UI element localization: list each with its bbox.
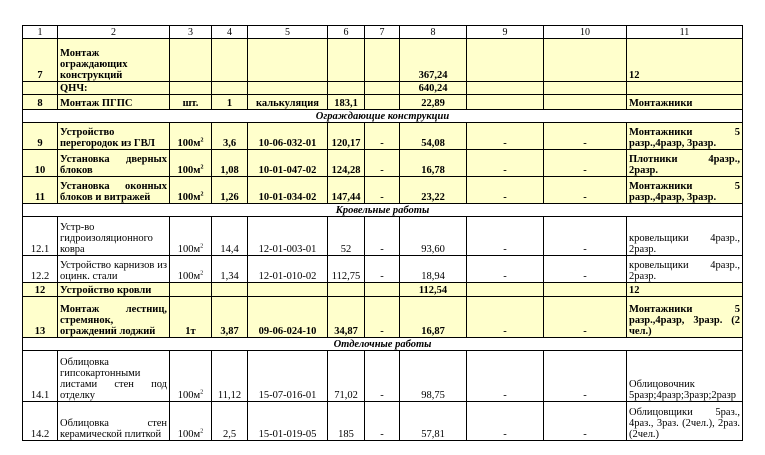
cell-norm-code: 12-01-010-02 [248,256,328,283]
cell-col-9: - [467,217,544,256]
cell-unit [170,82,212,95]
cell-unit [170,283,212,297]
cell-col-9: - [467,123,544,150]
cell-col-10: - [544,150,627,177]
cell-labor: 23,22 [400,177,467,204]
cell-work-name: Устройство кровли [58,283,170,297]
cell-col-7 [365,39,400,82]
table-row [23,351,743,402]
table-row [23,217,743,256]
cell-col-7: - [365,123,400,150]
cell-col-10: - [544,217,627,256]
cell-work-name: Устр-во гидроизоляционного ковра [58,217,170,256]
works-table-container [22,25,743,441]
cell-col-10: - [544,351,627,402]
cell-col-9: - [467,402,544,441]
column-header-3: 3 [170,26,212,39]
cell-num: 14.1 [23,351,58,402]
cell-col-9: - [467,177,544,204]
cell-col-9: - [467,256,544,283]
cell-labor: 54,08 [400,123,467,150]
cell-norm-code: 15-01-019-05 [248,402,328,441]
cell-num: 8 [23,95,58,110]
cell-norm-time: 147,44 [328,177,365,204]
cell-crew: 12 [627,283,743,297]
cell-col-7: - [365,150,400,177]
cell-col-9 [467,95,544,110]
cell-work-name: Установка дверных блоков [58,150,170,177]
cell-crew: Облицовщики 5раз., 4раз., 3раз. (2чел.), 2раз. (2чел.) [627,402,743,441]
cell-norm-time [328,82,365,95]
column-header-9: 9 [467,26,544,39]
cell-volume: 3,6 [212,123,248,150]
table-row [23,123,743,150]
cell-col-9 [467,82,544,95]
cell-volume: 11,12 [212,351,248,402]
section-row [23,204,743,217]
cell-col-7 [365,95,400,110]
cell-labor: 16,78 [400,150,467,177]
cell-unit: $100м^2$ [170,150,212,177]
cell-num: 11 [23,177,58,204]
cell-col-10: - [544,177,627,204]
cell-unit: $100м^2$ [170,256,212,283]
cell-volume [212,82,248,95]
cell-volume [212,283,248,297]
table-row [23,283,743,297]
cell-col-9: - [467,297,544,338]
cell-col-10: - [544,297,627,338]
column-header-11: 11 [627,26,743,39]
cell-norm-code: 12-01-003-01 [248,217,328,256]
cell-col-9: - [467,351,544,402]
cell-crew: Плотники 4разр., 2разр. [627,150,743,177]
cell-col-9 [467,39,544,82]
cell-crew: 12 [627,39,743,82]
cell-crew: Монтажники 5 разр.,4разр, 3разр. [627,177,743,204]
cell-col-7: - [365,256,400,283]
cell-crew: Монтажники [627,95,743,110]
cell-col-7: - [365,297,400,338]
cell-col-7 [365,82,400,95]
cell-norm-time: 124,28 [328,150,365,177]
cell-volume: 3,87 [212,297,248,338]
cell-num: 14.2 [23,402,58,441]
header-row [23,26,743,39]
cell-work-name: Устройство перегородок из ГВЛ [58,123,170,150]
cell-unit: $100м^2$ [170,177,212,204]
cell-work-name: Облицовка гипсокартонными листами стен под отделку [58,351,170,402]
cell-col-7: - [365,177,400,204]
cell-col-10: - [544,402,627,441]
cell-labor: 98,75 [400,351,467,402]
cell-col-9: - [467,150,544,177]
column-header-7: 7 [365,26,400,39]
cell-num: 12.2 [23,256,58,283]
cell-crew [627,82,743,95]
column-header-4: 4 [212,26,248,39]
cell-col-7: - [365,217,400,256]
cell-norm-time [328,283,365,297]
cell-col-7: - [365,351,400,402]
cell-num [23,82,58,95]
cell-col-7 [365,283,400,297]
cell-col-10: - [544,123,627,150]
table-row [23,150,743,177]
cell-col-7: - [365,402,400,441]
cell-labor: 93,60 [400,217,467,256]
cell-volume: 1,34 [212,256,248,283]
cell-norm-code: 10-01-034-02 [248,177,328,204]
section-row [23,110,743,123]
cell-col-10: - [544,256,627,283]
cell-norm-code: 15-07-016-01 [248,351,328,402]
cell-norm-code: калькуляция [248,95,328,110]
cell-norm-code [248,283,328,297]
cell-crew: кровельщики 4разр., 2разр. [627,217,743,256]
cell-unit [170,39,212,82]
cell-work-name: Монтаж ограждающих конструкций [58,39,170,82]
table-row [23,402,743,441]
column-header-6: 6 [328,26,365,39]
cell-col-10 [544,82,627,95]
cell-work-name: QНЧ: [58,82,170,95]
cell-unit: шт. [170,95,212,110]
table-row [23,82,743,95]
cell-norm-time: 120,17 [328,123,365,150]
cell-norm-time: 71,02 [328,351,365,402]
section-row [23,338,743,351]
cell-labor: 640,24 [400,82,467,95]
cell-work-name: Облицовка стен керамической плиткой [58,402,170,441]
column-header-1: 1 [23,26,58,39]
cell-crew: Монтажники 5 разр.,4разр, 3разр. (2 чел.) [627,297,743,338]
cell-labor: 18,94 [400,256,467,283]
cell-labor: 22,89 [400,95,467,110]
cell-volume: 1,26 [212,177,248,204]
cell-labor: 367,24 [400,39,467,82]
cell-norm-time: 52 [328,217,365,256]
cell-num: 13 [23,297,58,338]
column-header-5: 5 [248,26,328,39]
cell-col-10 [544,95,627,110]
cell-crew: Облицовочник 5разр;4разр;3разр;2разр [627,351,743,402]
cell-norm-time: 34,87 [328,297,365,338]
cell-num: 12 [23,283,58,297]
cell-num: 12.1 [23,217,58,256]
section-title: Отделочные работы [23,338,743,351]
cell-volume: 1,08 [212,150,248,177]
cell-norm-time: 185 [328,402,365,441]
cell-col-9 [467,283,544,297]
section-title: Ограждающие конструкции [23,110,743,123]
cell-col-10 [544,283,627,297]
cell-norm-code [248,39,328,82]
cell-col-10 [544,39,627,82]
cell-norm-code [248,82,328,95]
cell-norm-time: 183,1 [328,95,365,110]
cell-crew: Монтажники 5 разр.,4разр, 3разр. [627,123,743,150]
cell-work-name: Монтаж ПГПС [58,95,170,110]
cell-volume [212,39,248,82]
table-row [23,95,743,110]
cell-unit: $100м^2$ [170,402,212,441]
cell-norm-code: 10-01-047-02 [248,150,328,177]
cell-norm-time [328,39,365,82]
cell-unit: $100м^2$ [170,123,212,150]
cell-crew: кровельщики 4разр., 2разр. [627,256,743,283]
cell-unit: 1т [170,297,212,338]
cell-work-name: Устройство карнизов из оцинк. стали [58,256,170,283]
cell-labor: 57,81 [400,402,467,441]
cell-norm-code: 09-06-024-10 [248,297,328,338]
cell-unit: $100м^2$ [170,351,212,402]
table-row [23,256,743,283]
cell-work-name: Установка оконных блоков и витражей [58,177,170,204]
cell-labor: 112,54 [400,283,467,297]
cell-volume: 1 [212,95,248,110]
column-header-2: 2 [58,26,170,39]
column-header-8: 8 [400,26,467,39]
column-header-10: 10 [544,26,627,39]
cell-num: 7 [23,39,58,82]
cell-volume: 14,4 [212,217,248,256]
cell-num: 10 [23,150,58,177]
cell-labor: 16,87 [400,297,467,338]
cell-norm-code: 10-06-032-01 [248,123,328,150]
table-row [23,297,743,338]
cell-unit: $100м^2$ [170,217,212,256]
table-row [23,39,743,82]
works-table [22,25,743,441]
cell-work-name: Монтаж лестниц, стремянок, ограждений лоджий [58,297,170,338]
cell-num: 9 [23,123,58,150]
table-row [23,177,743,204]
cell-volume: 2,5 [212,402,248,441]
section-title: Кровельные работы [23,204,743,217]
cell-norm-time: 112,75 [328,256,365,283]
